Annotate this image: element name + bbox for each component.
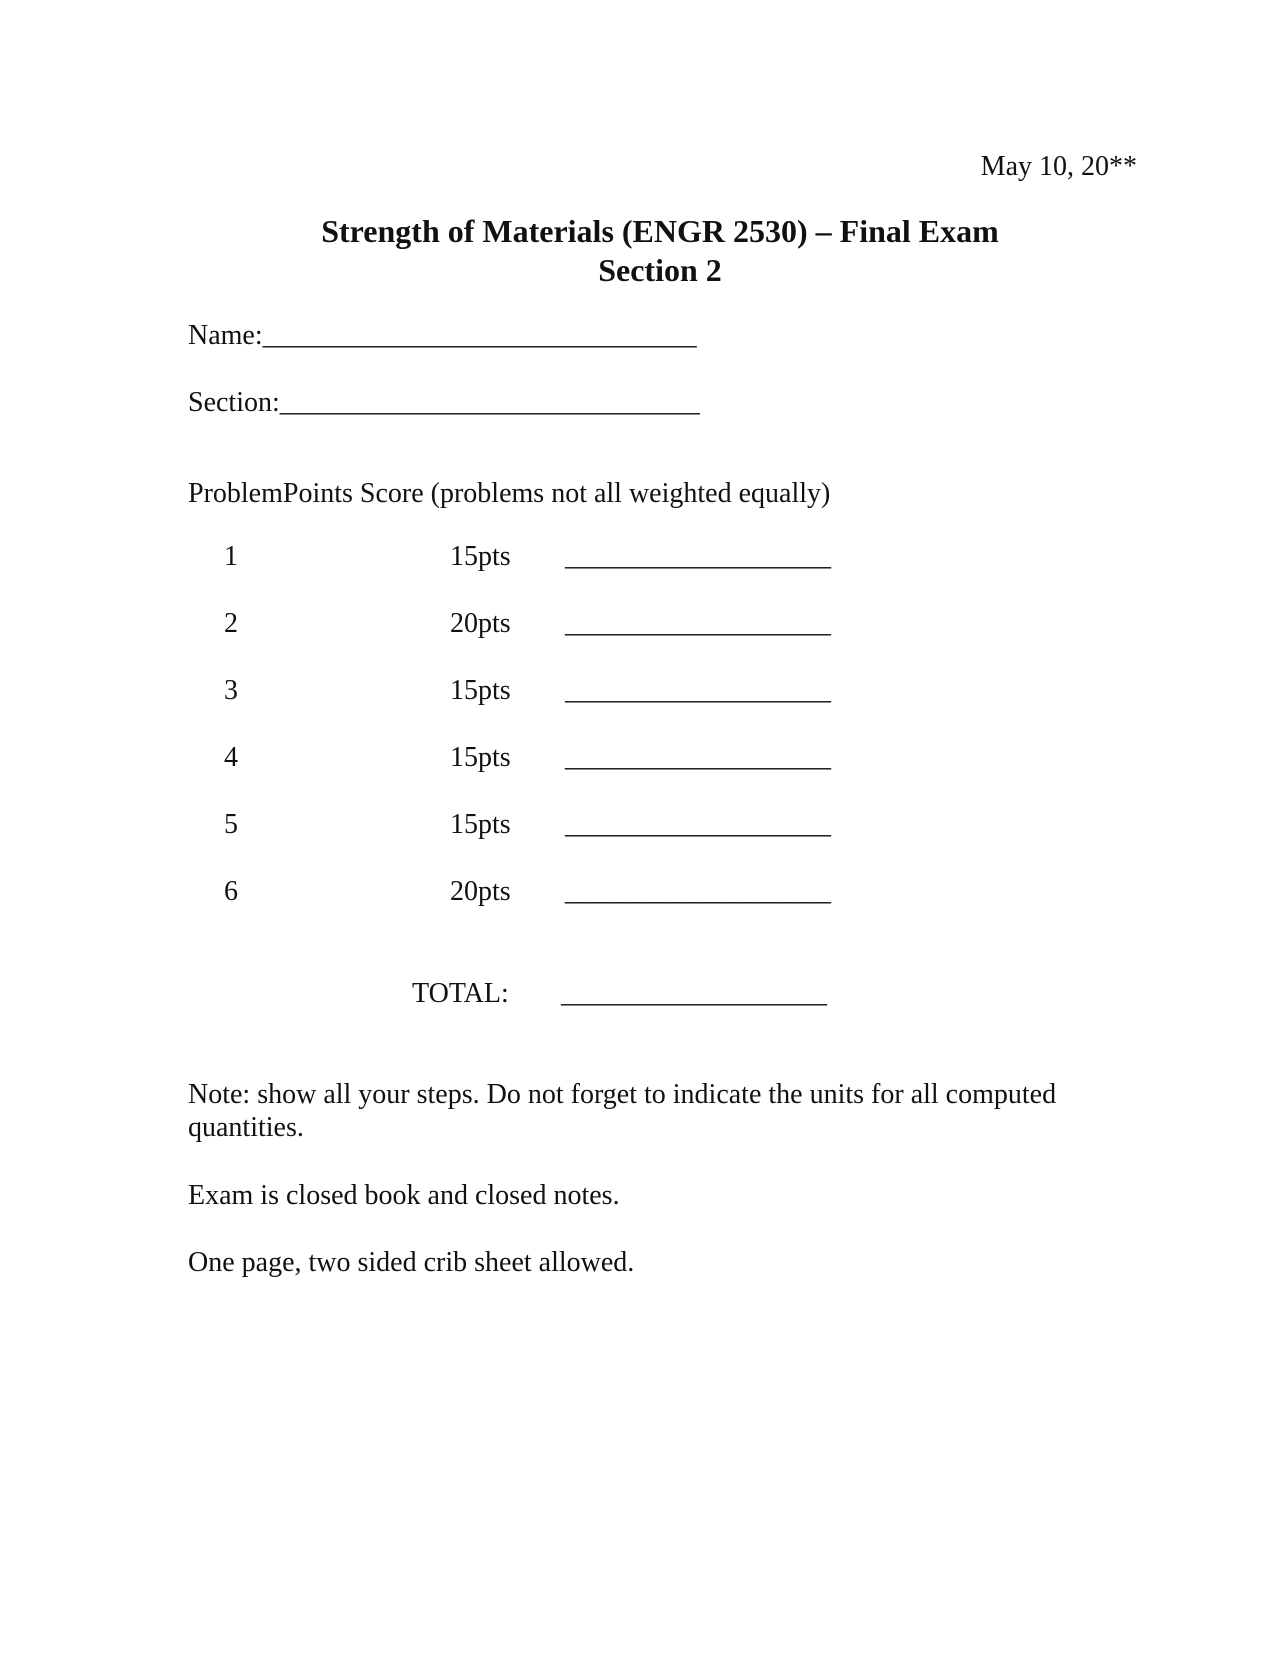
total-score-line: ___________________ — [561, 978, 827, 1009]
instructions-crib-sheet: One page, two sided crib sheet allowed. — [188, 1247, 635, 1278]
problem-points: 15pts — [450, 541, 511, 572]
problem-number: 5 — [224, 809, 238, 840]
exam-date: May 10, 20** — [980, 151, 1137, 182]
total-label: TOTAL: — [412, 978, 509, 1009]
problem-score-line: ___________________ — [565, 541, 831, 572]
problem-points: 20pts — [450, 608, 511, 639]
problem-score-line: ___________________ — [565, 742, 831, 773]
problem-points: 20pts — [450, 876, 511, 907]
problem-number: 3 — [224, 675, 238, 706]
section-field: Section:______________________________ — [188, 387, 700, 418]
problem-number: 6 — [224, 876, 238, 907]
problem-number: 4 — [224, 742, 238, 773]
name-field: Name:_______________________________ — [188, 320, 697, 351]
score-table-header: ProblemPoints Score (problems not all weighted equally) — [188, 478, 831, 509]
problem-points: 15pts — [450, 742, 511, 773]
problem-number: 2 — [224, 608, 238, 639]
problem-points: 15pts — [450, 675, 511, 706]
instructions-note: Note: show all your steps. Do not forget to indicate the units for all computed quantities. — [188, 1079, 1057, 1143]
problem-score-line: ___________________ — [565, 675, 831, 706]
problem-score-line: ___________________ — [565, 608, 831, 639]
problem-score-line: ___________________ — [565, 809, 831, 840]
problem-score-line: ___________________ — [565, 876, 831, 907]
exam-section-title: Section 2 — [598, 252, 722, 288]
instructions-closed-book: Exam is closed book and closed notes. — [188, 1180, 620, 1211]
exam-title: Strength of Materials (ENGR 2530) – Final Exam — [321, 213, 999, 249]
problem-points: 15pts — [450, 809, 511, 840]
problem-number: 1 — [224, 541, 238, 572]
